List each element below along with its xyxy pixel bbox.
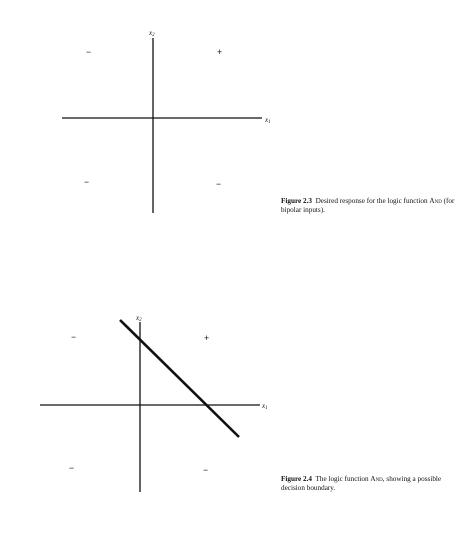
x2-axis-label: $x_2$ xyxy=(136,314,142,323)
bottom-left-sign: − xyxy=(84,177,90,187)
caption-number: Figure 2.3 xyxy=(281,197,313,205)
caption-and: And xyxy=(429,197,442,205)
figure-2-4 xyxy=(0,300,452,538)
x1-axis-label: $x_1$ xyxy=(262,402,268,411)
caption-text: The logic function xyxy=(315,475,371,483)
figure-2-4-caption xyxy=(281,475,466,493)
figure-2-4-plot xyxy=(0,300,452,538)
x2-axis-label: $x_2$ xyxy=(149,29,155,38)
top-right-sign: + xyxy=(217,47,223,57)
figure-2-3 xyxy=(0,0,455,260)
caption-and: And xyxy=(370,475,383,483)
figure-2-3-caption xyxy=(281,197,466,215)
caption-text: Desired response for the logic function xyxy=(315,197,430,205)
caption-text-end: (for bipolar inputs). xyxy=(281,197,455,214)
bottom-right-sign: − xyxy=(203,465,209,475)
figure-2-3-plot xyxy=(0,0,455,260)
top-right-sign: + xyxy=(204,333,210,343)
bottom-right-sign: − xyxy=(216,179,222,189)
x1-axis-label: $x_1$ xyxy=(265,116,271,125)
decision-boundary-line xyxy=(120,320,239,437)
caption-number: Figure 2.4 xyxy=(281,475,313,483)
bottom-left-sign: − xyxy=(69,463,75,473)
top-left-sign: − xyxy=(86,47,92,57)
top-left-sign: − xyxy=(71,332,77,342)
caption-text-end: , showing a possible decision boundary. xyxy=(281,475,442,492)
